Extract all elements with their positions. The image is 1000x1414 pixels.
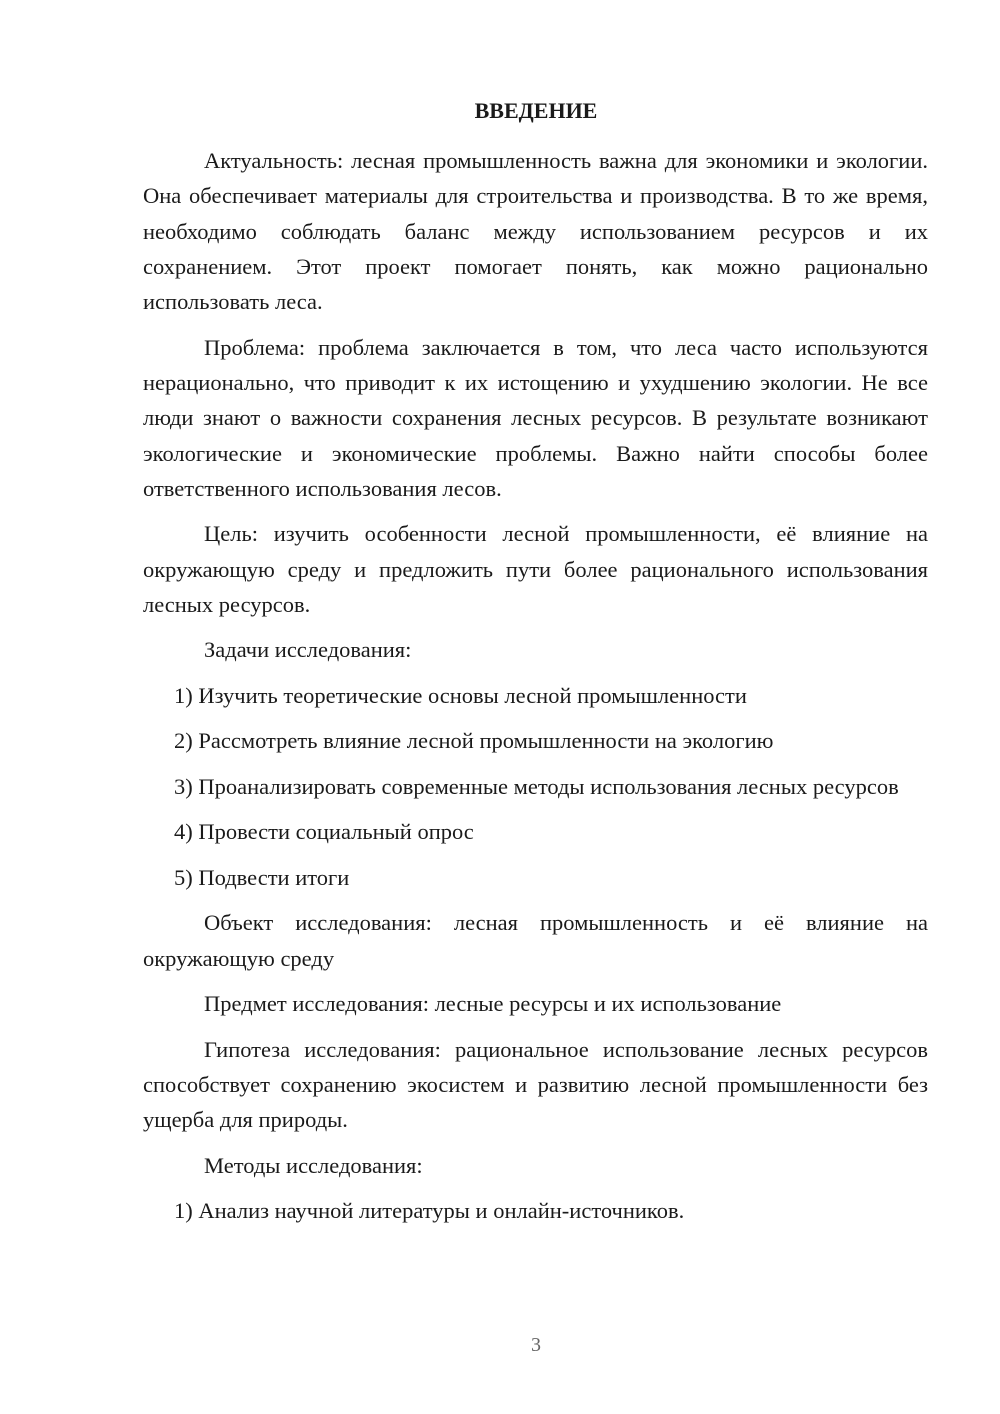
page-title: ВВЕДЕНИЕ [474, 98, 598, 123]
page-number: 3 [531, 1334, 541, 1356]
paragraph-object: Объект исследования: лесная промышленность и её влияние на окружающую среду [143, 910, 928, 971]
tasks-heading: Задачи исследования: [204, 637, 412, 663]
task-item: 5) Подвести итоги [174, 864, 350, 890]
task-item: 1) Изучить теоретические основы лесной промышленности [174, 682, 747, 708]
method-item: 1) Анализ научной литературы и онлайн-источников. [174, 1198, 685, 1224]
task-item: 2) Рассмотреть влияние лесной промышленности на экологию [174, 728, 774, 754]
paragraph-hypothesis: Гипотеза исследования: рациональное использование лесных ресурсов способствует сохранению экосистем и развитию лесной промышленности без ущерба для природы. [143, 1036, 928, 1133]
paragraph-subject: Предмет исследования: лесные ресурсы и их использование [204, 991, 782, 1017]
body-text [143, 143, 928, 1239]
paragraph-problem: Проблема: проблема заключается в том, что леса часто используются нерационально, что приводит к их истощению и ухудшению экологии. Не все люди знают о важности сохранения лесных ресурсов. В результате возникают экологические и экономические проблемы. Важно найти способы более ответственного использования лесов. [143, 334, 928, 501]
task-item: 4) Провести социальный опрос [174, 819, 474, 845]
task-item: 3) Проанализировать современные методы использования лесных ресурсов [174, 773, 899, 799]
paragraph-relevance: Актуальность: лесная промышленность важна для экономики и экологии. Она обеспечивает материалы для строительства и производства. В то же время, необходимо соблюдать баланс между использованием ресурсов и их сохранением. Этот проект помогает понять, как можно рационально использовать леса. [143, 148, 928, 315]
methods-heading: Методы исследования: [204, 1152, 423, 1178]
paragraph-goal: Цель: изучить особенности лесной промышленности, её влияние на окружающую среду и предложить пути более рационального использования лесных ресурсов. [143, 521, 928, 617]
